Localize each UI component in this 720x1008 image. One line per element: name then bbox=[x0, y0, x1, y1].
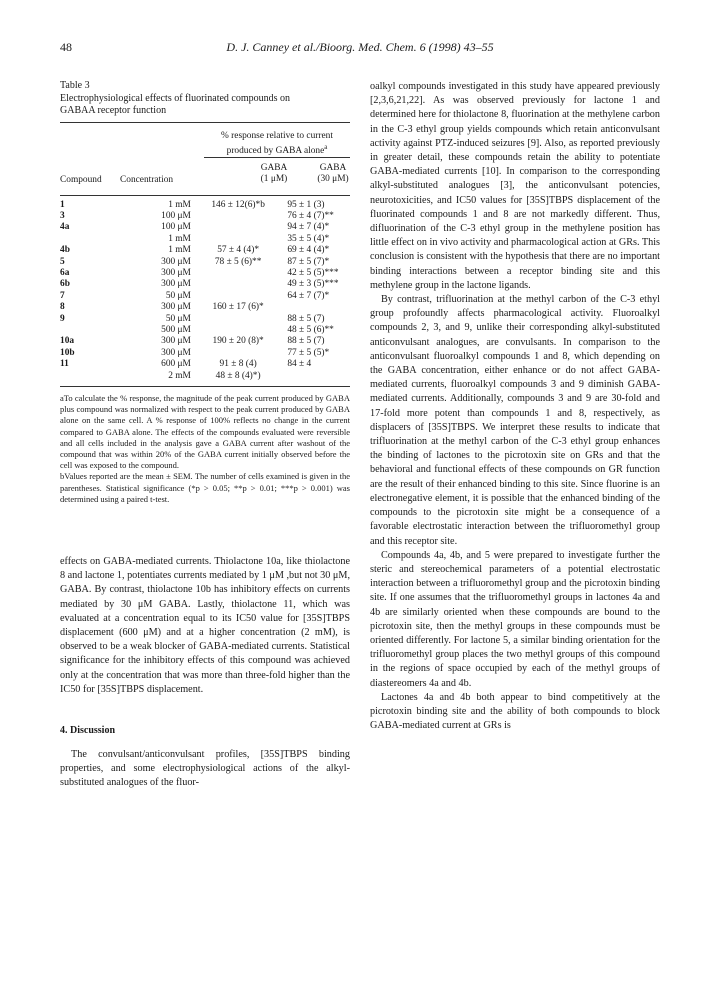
cell-concentration: 300 μM bbox=[161, 267, 191, 278]
cell-compound bbox=[60, 371, 110, 382]
cell-gaba-30um: 95 ± 1 (3) bbox=[287, 199, 325, 210]
cell-gaba-30um bbox=[273, 302, 350, 313]
cell-gaba-30um: 69 ± 4 (4)* bbox=[287, 245, 330, 256]
table-row bbox=[60, 325, 350, 336]
cell-gaba-1um: 78 ± 5 (6)** bbox=[214, 256, 262, 267]
cell-compound: 8 bbox=[60, 302, 65, 313]
cell-compound: 4b bbox=[60, 245, 70, 256]
cell-concentration: 300 μM bbox=[161, 336, 191, 347]
cell-gaba-1um: 146 ± 12(6)*b bbox=[211, 199, 265, 210]
right-paragraph-1: oalkyl compounds investigated in this study have appeared previously [2,3,6,21,22]. As was observed previously for lactone 1 and determined here for thiolactone 8, fluorination at the methylene carbon in the C-3 ethyl group yields compounds which retain anticonvulsant activity against PTZ-induced seizures [9]. Also, as reported previously in greater detail, these compounds retain the ability to potentiate GABA-mediated currents [10]. In comparison to the corresponding alkyl-substituted analogues [3], the anticonvulsant potencies, neurotoxicities, and IC50 values for [35S]TBPS displacement of the fluorinated compounds 1 and 8 are not markedly different. Thus, difluorination of the C-3 ethyl group in the methylene position has little effect on in vivo activity and pharmacological action at GRs. This conclusion is consistent with the hypothesis that there are no important binding interactions between a receptor binding site and this methylene group in the lactone ligands. bbox=[370, 81, 660, 291]
cell-compound bbox=[60, 325, 110, 336]
cell-gaba-1um bbox=[203, 268, 273, 279]
table-row bbox=[60, 336, 350, 347]
col-head-gaba-1um-a: GABA bbox=[260, 162, 288, 173]
cell-gaba-30um: 94 ± 7 (4)* bbox=[287, 222, 330, 233]
col-head-gaba-1um-b: (1 μM) bbox=[260, 174, 288, 184]
cell-compound: 10b bbox=[60, 347, 75, 358]
cell-concentration: 300 μM bbox=[161, 302, 191, 313]
cell-gaba-1um bbox=[203, 222, 273, 233]
cell-concentration: 1 mM bbox=[168, 245, 191, 256]
table-row bbox=[60, 234, 350, 245]
table-row bbox=[60, 371, 350, 382]
cell-concentration: 100 μM bbox=[161, 210, 191, 221]
cell-gaba-1um: 57 ± 4 (4)* bbox=[217, 245, 260, 256]
col-head-gaba-1um bbox=[244, 163, 304, 186]
cell-gaba-30um: 76 ± 4 (7)** bbox=[287, 210, 334, 221]
col-head-compound: Compound bbox=[60, 174, 102, 185]
cell-gaba-1um: 48 ± 8 (4)*) bbox=[215, 370, 261, 381]
cell-concentration: 300 μM bbox=[161, 256, 191, 267]
cell-concentration: 2 mM bbox=[168, 370, 191, 381]
cell-gaba-30um: 48 ± 5 (6)** bbox=[287, 324, 334, 335]
table-header bbox=[60, 123, 350, 195]
table-row bbox=[60, 359, 350, 370]
cell-compound: 10a bbox=[60, 336, 75, 347]
cell-gaba-30um: 87 ± 5 (7)* bbox=[287, 256, 330, 267]
cell-gaba-30um: 49 ± 3 (5)*** bbox=[287, 279, 339, 290]
table-footnote-b: bValues reported are the mean ± SEM. The number of cells examined is given in the parentheses. Statistical significance (*p > 0.05; **p > 0.01; ***p > 0.001) was determined using a paired t-test. bbox=[60, 471, 350, 504]
cell-gaba-30um: 64 ± 7 (7)* bbox=[287, 290, 330, 301]
spanner-line-2-text: produced by GABA alone bbox=[226, 146, 325, 157]
cell-gaba-1um: 91 ± 8 (4) bbox=[219, 359, 257, 370]
spanner-line-2 bbox=[204, 142, 350, 158]
cell-gaba-1um bbox=[203, 211, 273, 222]
cell-gaba-30um: 42 ± 5 (5)*** bbox=[287, 267, 339, 278]
col-head-concentration: Concentration bbox=[120, 174, 174, 185]
cell-gaba-1um: 190 ± 20 (8)* bbox=[212, 336, 264, 347]
col-head-gaba-30um-a: GABA bbox=[319, 162, 347, 173]
cell-compound: 4a bbox=[60, 222, 70, 233]
cell-concentration: 600 μM bbox=[161, 359, 191, 370]
left-column bbox=[60, 80, 350, 791]
table-body bbox=[60, 200, 350, 383]
cell-compound: 5 bbox=[60, 256, 65, 267]
cell-concentration: 300 μM bbox=[161, 279, 191, 290]
cell-compound: 3 bbox=[60, 210, 65, 221]
right-paragraph-4: Lactones 4a and 4b both appear to bind competitively at the picrotoxin binding site and the ability of both compounds to block GABA-mediated current at GRs is bbox=[370, 691, 660, 732]
cell-gaba-30um: 88 ± 5 (7) bbox=[287, 313, 325, 324]
cell-gaba-1um bbox=[203, 348, 273, 359]
table-row bbox=[60, 302, 350, 313]
section-heading: 4. Discussion bbox=[60, 725, 116, 737]
table-row bbox=[60, 200, 350, 211]
cell-concentration: 1 mM bbox=[168, 199, 191, 210]
right-paragraph-3: Compounds 4a, 4b, and 5 were prepared to investigate further the steric and stereochemical parameters of a potential electrostatic interaction between a trifluoromethyl group and the picrotoxin binding site. If one assumes that the trifluoromethyl groups in lactones 4a and 4b are similarly oriented when these compounds are bound to the picrotoxin site, then the methyl groups in these compounds must be oriented differently. For lactone 5, a similar binding orientation for the trifluoromethyl group places the two methyl groups of this compound in the regions of space occupied by each of the methyl groups of diastereomers 4a and 4b. bbox=[370, 549, 660, 689]
cell-concentration: 300 μM bbox=[161, 347, 191, 358]
table-row bbox=[60, 348, 350, 359]
cell-compound: 7 bbox=[60, 290, 65, 301]
table-row bbox=[60, 279, 350, 290]
cell-gaba-1um bbox=[203, 314, 273, 325]
cell-gaba-30um: 35 ± 5 (4)* bbox=[287, 233, 330, 244]
right-column bbox=[370, 80, 660, 733]
table-row bbox=[60, 222, 350, 233]
cell-compound bbox=[60, 234, 110, 245]
cell-gaba-1um bbox=[203, 279, 273, 290]
table-row bbox=[60, 314, 350, 325]
cell-gaba-30um bbox=[273, 371, 350, 382]
cell-compound: 6b bbox=[60, 279, 70, 290]
cell-compound: 6a bbox=[60, 267, 70, 278]
table-row bbox=[60, 291, 350, 302]
cell-concentration: 50 μM bbox=[165, 313, 191, 324]
cell-concentration: 100 μM bbox=[161, 222, 191, 233]
cell-compound: 11 bbox=[60, 359, 69, 370]
table-title-line-1: Electrophysiological effects of fluorinated compounds on bbox=[60, 92, 291, 104]
cell-gaba-1um bbox=[203, 234, 273, 245]
cell-gaba-30um: 77 ± 5 (5)* bbox=[287, 347, 330, 358]
col-head-gaba-30um bbox=[306, 163, 360, 186]
spanner-line-1: % response relative to current bbox=[221, 130, 333, 141]
table-caption bbox=[60, 80, 350, 118]
cell-compound: 1 bbox=[60, 199, 65, 210]
right-paragraph-2: By contrast, trifluorination at the methyl carbon of the C-3 ethyl group profoundly affects pharmacological activity. Fluoroalkyl compounds 2, 3, and 9, unlike their corresponding alkyl-substituted anticonvulsant analogues, are convulsants. In comparison to the anticonvulsant fluoroalkyl compounds 1 and 8, which depending on the GABA concentration, either enhance or do not affect GABA-mediated currents, fluoroalkyl compounds 3 and 9 diminish GABA-mediated currents. Additionally, compounds 3 and 9 are 30-fold and 17-fold more potent than compounds 1 and 8, respectively, as displacers of [35S]TBPS. We interpret these results to indicate that trifluorination at the methyl carbon of the C-3 ethyl group enhances the binding of lactones to the picrotoxin site on GRs and that the behavioral and functional effects of these compounds on GR function are the result of their enhanced binding to this site. Since fluorine is an electronegative element, it is possible that the enhanced binding of the compounds to the picrotoxin site might be a consequence of a favorable electrostatic interaction between the trifluoromethyl group and this receptor site. bbox=[370, 294, 660, 547]
table-title-line-2: GABAA receptor function bbox=[60, 105, 167, 116]
table-label: Table 3 bbox=[60, 80, 90, 91]
col-head-gaba-30um-b: (30 μM) bbox=[317, 174, 349, 184]
page-header bbox=[60, 40, 660, 58]
cell-gaba-1um: 160 ± 17 (6)* bbox=[212, 302, 264, 313]
cell-concentration: 1 mM bbox=[168, 233, 191, 244]
spanner-rule bbox=[204, 157, 350, 158]
left-paragraph-1: effects on GABA-mediated currents. Thiolactone 10a, like thiolactone 8 and lactone 1, potentiates currents mediated by 1 μM ,but not 30 μM, GABA. By contrast, thiolactone 10b has inhibitory effects on currents mediated by 30 μM GABA. Lastly, thiolactone 11, which was evaluated at a concentration equal to its IC50 value for [35S]TBPS displacement (600 μM) and at a higher concentration (2 mM), is observed to be a weak blocker of GABA-mediated currents. Statistical significance for the inhibitory effects of this compound was achieved only at the concentration that was more than three-fold higher than the IC50 for [35S]TBPS displacement. bbox=[60, 556, 350, 695]
page-number: 48 bbox=[60, 40, 72, 54]
table-row bbox=[60, 268, 350, 279]
table-bottom-rule bbox=[60, 386, 350, 387]
cell-compound: 9 bbox=[60, 313, 65, 324]
spanner-note-marker: a bbox=[324, 143, 328, 151]
spanner-heading bbox=[204, 131, 350, 158]
cell-concentration: 500 μM bbox=[161, 324, 191, 335]
running-head: D. J. Canney et al./Bioorg. Med. Chem. 6 (1998) 43–55 bbox=[226, 40, 494, 54]
cell-gaba-30um: 84 ± 4 bbox=[287, 359, 312, 370]
table-row bbox=[60, 245, 350, 256]
table-row bbox=[60, 211, 350, 222]
cell-concentration: 50 μM bbox=[165, 290, 191, 301]
table-row bbox=[60, 257, 350, 268]
cell-gaba-1um bbox=[203, 325, 273, 336]
left-paragraph-2: The convulsant/anticonvulsant profiles, [35S]TBPS binding properties, and some electrophysiological actions of the alkyl-substituted analogues of the fluor- bbox=[60, 749, 350, 789]
table-footnote-a: aTo calculate the % response, the magnitude of the peak current produced by GABA plus compound was normalized with respect to the peak current produced by GABA alone on the same cell. A % response of 100% reflects no change in the current compared to GABA alone. The effects of the compounds evaluated were reversible and all cells included in the analysis gave a GABA current after washout of the compound that was within 20% of the GABA current initially observed before the cell was exposed to the compound. bbox=[60, 393, 350, 471]
cell-gaba-1um bbox=[203, 291, 273, 302]
cell-gaba-30um: 88 ± 5 (7) bbox=[287, 336, 325, 347]
table-header-rule bbox=[60, 195, 350, 196]
